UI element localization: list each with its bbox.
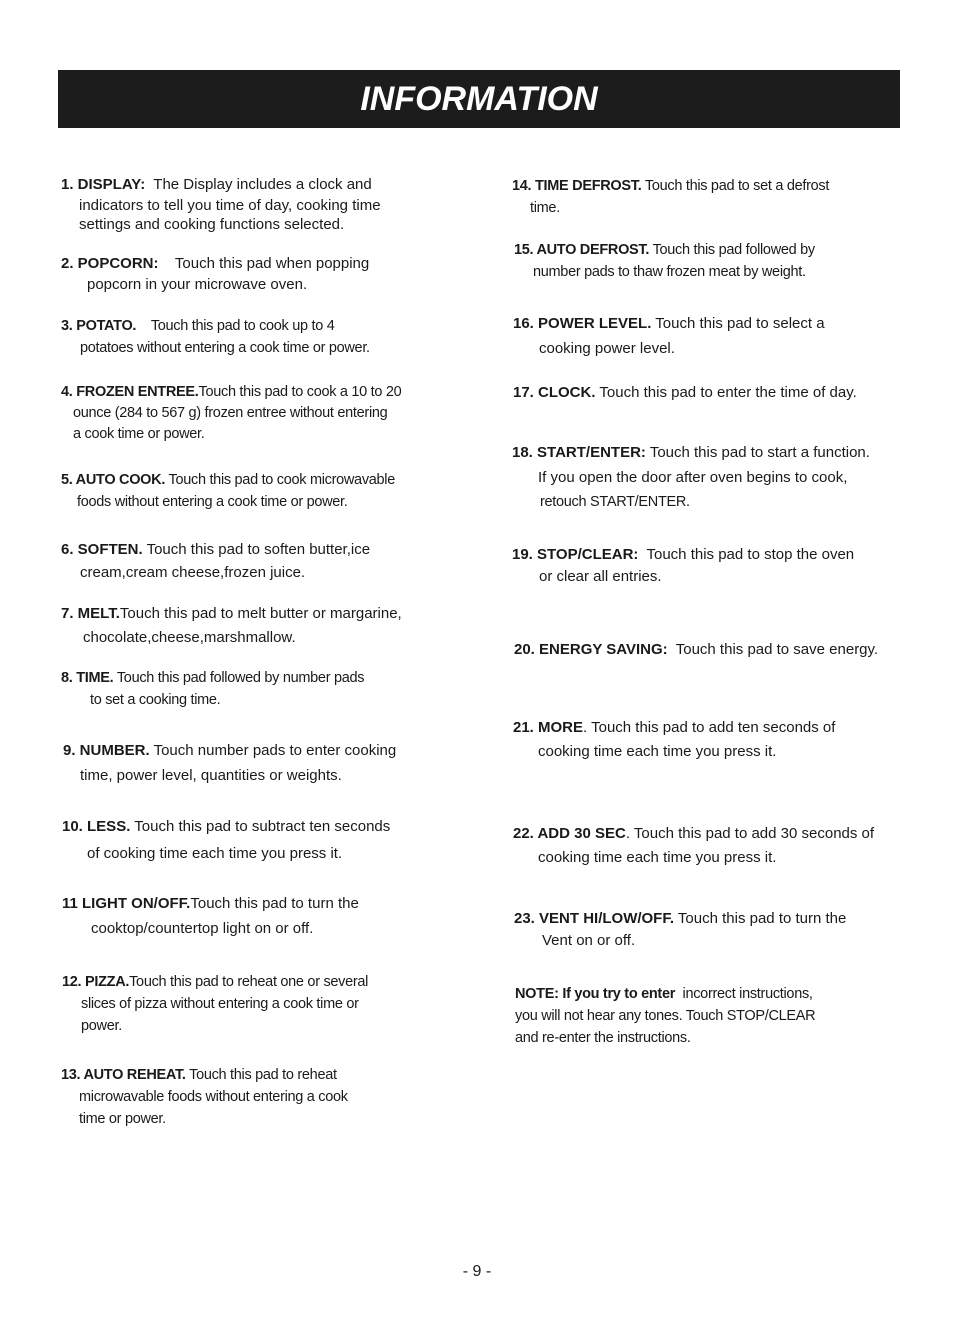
item-label: 19. STOP/CLEAR:	[512, 546, 639, 563]
item-text: . Touch this pad to add 30 seconds of	[625, 825, 875, 842]
item-label: 17. CLOCK.	[513, 384, 596, 401]
info-item-auto-defrost	[514, 239, 815, 283]
item-label: 21. MORE	[513, 719, 584, 736]
item-text: cooking time each time you press it.	[538, 743, 777, 760]
item-text: cream,cream cheese,frozen juice.	[80, 564, 306, 581]
item-text: Touch this pad to stop the oven	[646, 546, 855, 563]
item-text: Touch this pad when popping	[174, 255, 370, 272]
item-text: Touch this pad to reheat one or several	[129, 974, 369, 990]
item-text: cooking time each time you press it.	[538, 849, 777, 866]
note-block	[515, 983, 815, 1049]
item-text: power.	[81, 1018, 122, 1034]
item-text: Touch this pad to enter the time of day.	[599, 384, 857, 401]
item-text: Touch this pad to cook microwavable	[168, 472, 395, 488]
item-text: popcorn in your microwave oven.	[87, 276, 308, 293]
info-item-display	[61, 174, 381, 235]
item-label: 5. AUTO COOK.	[61, 472, 166, 488]
item-label: 7. MELT.	[61, 605, 120, 622]
info-item-light	[62, 891, 359, 941]
item-label: 4. FROZEN ENTREE.	[61, 384, 199, 400]
item-text: Touch this pad to subtract ten seconds	[134, 818, 391, 835]
info-item-energy-saving	[514, 639, 878, 660]
item-text: Touch this pad followed by	[652, 242, 815, 258]
header-banner	[58, 70, 900, 128]
note-text: and re-enter the instructions.	[515, 1030, 691, 1046]
item-text: foods without entering a cook time or power.	[77, 494, 348, 510]
item-text: Touch this pad to start a function.	[649, 444, 870, 461]
item-text: indicators to tell you time of day, cooking time	[79, 197, 381, 214]
item-text: time, power level, quantities or weights.	[80, 767, 342, 784]
page-number: - 9 -	[462, 1263, 492, 1280]
item-text: Touch this pad to reheat	[189, 1067, 337, 1083]
note-label: NOTE: If you try to enter	[515, 986, 676, 1002]
item-text: time or power.	[79, 1111, 166, 1127]
item-text: ounce (284 to 567 g) frozen entree without entering	[73, 405, 388, 421]
item-text: Touch this pad to select a	[655, 315, 825, 332]
item-label: 20. ENERGY SAVING:	[514, 641, 668, 658]
info-item-stop-clear	[512, 544, 854, 588]
item-text: Touch this pad to cook a 10 to 20	[198, 384, 402, 400]
item-label: 12. PIZZA.	[62, 974, 130, 990]
item-label: 15. AUTO DEFROST.	[514, 242, 650, 258]
item-label: 14. TIME DEFROST.	[512, 178, 642, 194]
info-item-start-enter	[512, 440, 870, 515]
info-item-number	[63, 738, 396, 788]
item-label: 16. POWER LEVEL.	[513, 315, 652, 332]
item-text: time.	[530, 200, 560, 216]
item-text: Touch this pad to turn the	[677, 910, 847, 927]
item-text: settings and cooking functions selected.	[79, 216, 345, 233]
item-text: The Display includes a clock and	[153, 176, 372, 193]
info-item-vent	[514, 908, 846, 952]
info-item-auto-reheat	[61, 1064, 348, 1130]
info-item-power-level	[513, 311, 825, 361]
item-text: of cooking time each time you press it.	[87, 845, 343, 862]
info-item-potato	[61, 315, 370, 359]
item-text: or clear all entries.	[539, 568, 662, 585]
item-text: . Touch this pad to add ten seconds of	[583, 719, 836, 736]
item-text: Touch number pads to enter cooking	[153, 742, 397, 759]
item-text: Touch this pad followed by number pads	[116, 670, 365, 686]
info-item-soften	[61, 538, 370, 584]
item-label: 10. LESS.	[62, 818, 131, 835]
info-item-more	[513, 716, 835, 764]
info-item-clock	[513, 382, 857, 403]
item-label: 1. DISPLAY:	[61, 176, 146, 193]
item-label: 8. TIME.	[61, 670, 114, 686]
note-text: incorrect instructions,	[682, 986, 813, 1002]
item-text: Touch this pad to turn the	[190, 895, 359, 912]
item-label: 3. POTATO.	[61, 318, 137, 334]
item-text: If you open the door after oven begins to cook,	[538, 469, 848, 486]
item-label: 22. ADD 30 SEC	[513, 825, 626, 842]
item-text: Touch this pad to cook up to 4	[150, 318, 335, 334]
info-item-add-30-sec	[513, 822, 874, 870]
item-text: number pads to thaw frozen meat by weight.	[533, 264, 806, 280]
item-label: 18. START/ENTER:	[512, 444, 646, 461]
item-label: 6. SOFTEN.	[61, 541, 143, 558]
item-text: to set a cooking time.	[90, 692, 221, 708]
item-label: 23. VENT HI/LOW/OFF.	[514, 910, 675, 927]
item-text: cooktop/countertop light on or off.	[91, 920, 314, 937]
info-item-time	[61, 667, 364, 711]
item-label: 11 LIGHT ON/OFF.	[62, 895, 191, 912]
item-text: Touch this pad to save energy.	[675, 641, 879, 658]
info-item-pizza	[62, 971, 368, 1037]
note-text: you will not hear any tones. Touch STOP/CLEAR	[515, 1008, 816, 1024]
item-text: slices of pizza without entering a cook time or	[81, 996, 359, 1012]
item-label: 9. NUMBER.	[63, 742, 150, 759]
page-title: INFORMATION	[360, 79, 598, 118]
item-text: Touch this pad to melt butter or margarine,	[119, 605, 402, 622]
item-text: potatoes without entering a cook time or power.	[80, 340, 370, 356]
info-item-popcorn	[61, 253, 369, 295]
item-label: 2. POPCORN:	[61, 255, 159, 272]
item-text: Vent on or off.	[542, 932, 636, 949]
info-item-auto-cook	[61, 469, 395, 513]
info-item-melt	[61, 602, 402, 650]
info-item-less	[62, 813, 390, 867]
item-label: 13. AUTO REHEAT.	[61, 1067, 186, 1083]
item-text: Touch this pad to set a defrost	[644, 178, 830, 194]
item-text: retouch START/ENTER.	[540, 494, 690, 510]
item-text: a cook time or power.	[73, 426, 205, 442]
item-text: Touch this pad to soften butter,ice	[146, 541, 371, 558]
item-text: microwavable foods without entering a cook	[79, 1089, 348, 1105]
item-text: chocolate,cheese,marshmallow.	[83, 629, 296, 646]
info-item-time-defrost	[512, 175, 829, 219]
info-item-frozen-entree	[61, 382, 401, 445]
item-text: cooking power level.	[539, 340, 675, 357]
